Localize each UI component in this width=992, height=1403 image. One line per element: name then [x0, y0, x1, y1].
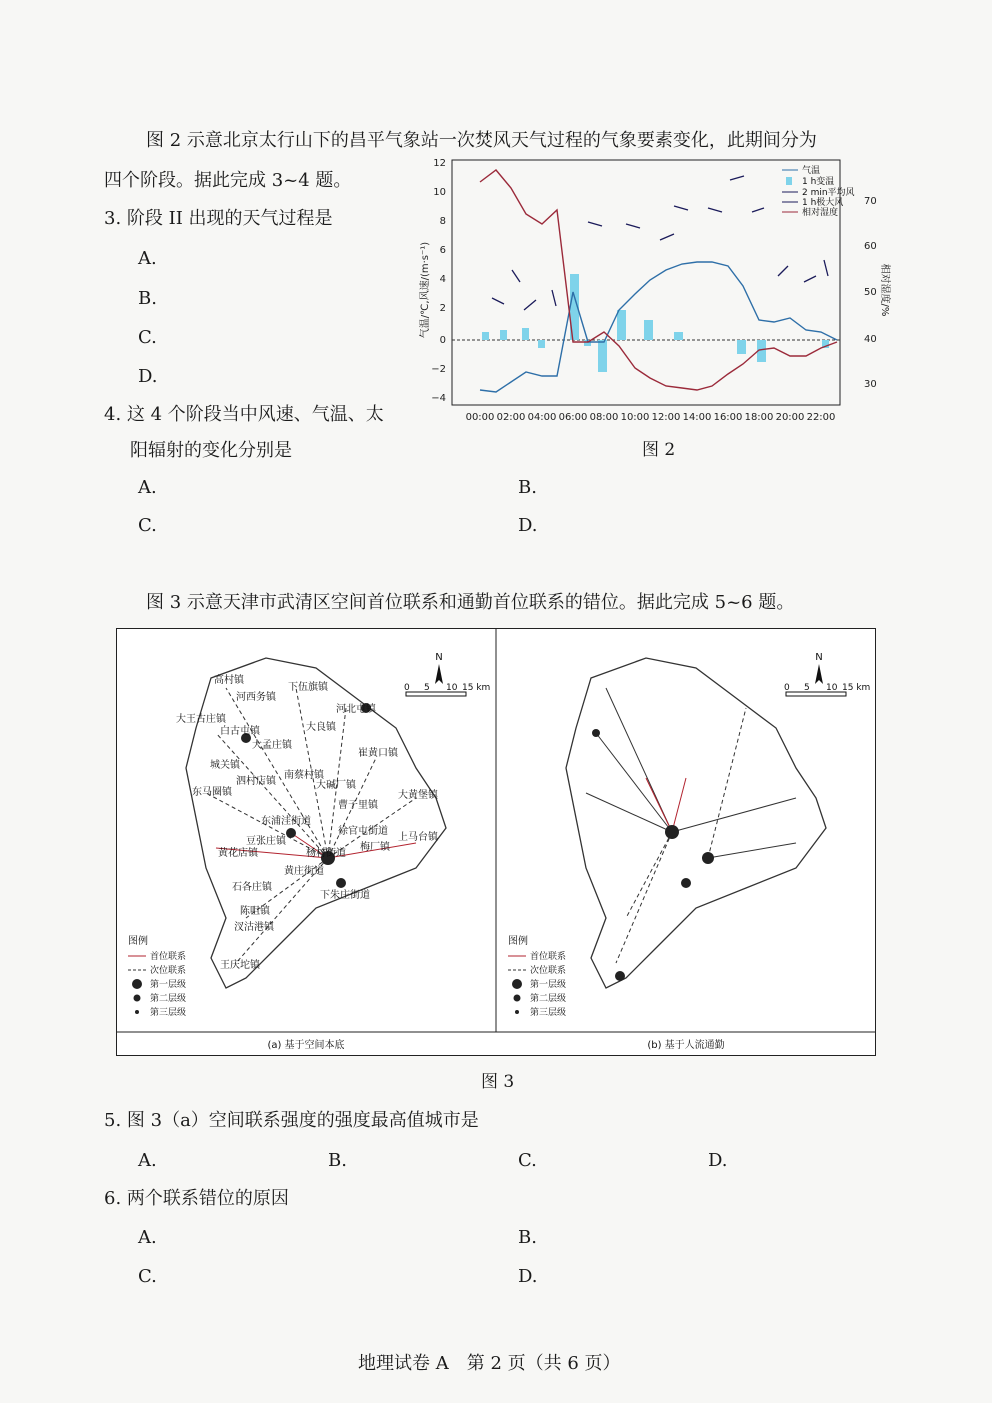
- legend-level2: 第二层级: [530, 994, 567, 1004]
- y-tick-m2: −2: [431, 364, 446, 375]
- rh-tick-50: 50: [864, 287, 877, 298]
- q5-option-b[interactable]: B.: [328, 1150, 347, 1171]
- wind-arrow: [524, 300, 536, 310]
- q3-option-c[interactable]: C.: [138, 327, 157, 348]
- legend-swatch-level3: [135, 1010, 139, 1014]
- legend-level1: 第一层级: [150, 980, 187, 990]
- rh-tick-30: 30: [864, 379, 877, 390]
- legend-level2: 第二层级: [150, 994, 187, 1004]
- town-label: 泗村店镇: [236, 776, 276, 787]
- wind-arrow: [660, 234, 674, 240]
- x-tick: 16:00: [713, 412, 743, 423]
- town-label: 下伍旗镇: [288, 682, 328, 693]
- town-label: 大王古庄镇: [176, 714, 226, 725]
- x-tick: 04:00: [527, 412, 557, 423]
- q6-option-b[interactable]: B.: [518, 1227, 537, 1248]
- wind-arrow: [492, 298, 504, 304]
- x-axis-ticks: [466, 412, 836, 423]
- x-tick: 08:00: [589, 412, 619, 423]
- scale-15: 15 km: [462, 683, 491, 693]
- town-label: 豆张庄镇: [246, 836, 286, 847]
- scale-5: 5: [424, 683, 430, 693]
- q6-option-c[interactable]: C.: [138, 1266, 157, 1287]
- town-label: 杨村街道: [306, 848, 346, 859]
- intro-fig2-line1: 图 2 示意北京太行山下的昌平气象站一次焚风天气过程的气象要素变化，此期间分为: [146, 130, 817, 151]
- figure-2-caption: 图 2: [642, 440, 676, 460]
- q4-option-d[interactable]: D.: [518, 515, 538, 536]
- town-label: 陈咀镇: [240, 906, 270, 917]
- y-left-label: 气温/℃,风速/(m·s⁻¹): [420, 241, 431, 339]
- town-label: 王庆坨镇: [220, 960, 260, 971]
- town-label: 白古屯镇: [220, 726, 260, 737]
- legend-title: 图例: [128, 936, 148, 947]
- legend-temp: 气温: [802, 166, 821, 176]
- fig2-legend: [782, 164, 855, 218]
- y-tick-m4: −4: [431, 393, 446, 404]
- town-label: 黄庄街道: [284, 866, 324, 877]
- question-4-stem-line1: 4. 这 4 个阶段当中风速、气温、太: [104, 404, 384, 425]
- change-bar: [617, 310, 626, 340]
- change-bar: [500, 330, 507, 340]
- y-tick-10: 10: [433, 187, 446, 198]
- figure-2-weather-chart: [412, 150, 890, 430]
- y-tick-12: 12: [433, 158, 446, 169]
- plot-frame: [452, 160, 840, 405]
- town-node-level2: [592, 729, 600, 737]
- x-tick: 02:00: [496, 412, 526, 423]
- town-label: 石各庄镇: [232, 882, 272, 893]
- town-node-level2: [336, 878, 346, 888]
- town-label: 曹子里镇: [338, 800, 378, 811]
- town-label: 河北屯镇: [336, 704, 376, 715]
- wind-arrow: [778, 266, 788, 276]
- town-label: 高村镇: [214, 675, 244, 686]
- question-4-stem-line2: 阳辐射的变化分别是: [130, 440, 292, 461]
- legend-wind-avg: 2 min平均风: [802, 188, 855, 198]
- wind-arrow: [512, 270, 520, 282]
- legend-level1: 第一层级: [530, 980, 567, 990]
- town-label: 徐官屯街道: [338, 826, 388, 837]
- change-bar: [674, 332, 683, 340]
- north-label: N: [435, 652, 443, 663]
- y-right-label: 相对湿度/%: [879, 263, 890, 317]
- x-tick: 10:00: [620, 412, 650, 423]
- town-label: 东浦洼街道: [261, 816, 311, 827]
- y-tick-6: 6: [439, 245, 446, 256]
- legend-swatch-level2: [134, 995, 141, 1002]
- town-label: 东马圈镇: [192, 787, 232, 798]
- wind-arrow: [708, 208, 722, 212]
- temperature-line: [480, 262, 837, 392]
- scale-15: 15 km: [842, 683, 871, 693]
- q4-option-c[interactable]: C.: [138, 515, 157, 536]
- left-axis-ticks: [431, 158, 446, 404]
- intro-fig3: 图 3 示意天津市武清区空间首位联系和通勤首位联系的错位。据此完成 5~6 题。: [146, 592, 795, 613]
- y-tick-4: 4: [439, 274, 446, 285]
- town-label: 大碱厂镇: [316, 780, 356, 791]
- wind-arrow: [752, 208, 764, 212]
- q5-option-d[interactable]: D.: [708, 1150, 728, 1171]
- legend-level3: 第三层级: [530, 1008, 567, 1018]
- town-label: 河西务镇: [236, 692, 276, 703]
- q6-option-d[interactable]: D.: [518, 1266, 538, 1287]
- legend-secondary: 次位联系: [530, 966, 567, 976]
- q4-option-b[interactable]: B.: [518, 477, 537, 498]
- change-bar: [737, 340, 746, 354]
- q6-option-a[interactable]: A.: [138, 1227, 157, 1248]
- q5-option-c[interactable]: C.: [518, 1150, 537, 1171]
- change-bar: [644, 320, 653, 340]
- question-3-stem: 3. 阶段 II 出现的天气过程是: [104, 208, 333, 229]
- town-label: 汊沽港镇: [234, 922, 274, 933]
- legend-swatch-change: [786, 177, 792, 185]
- wind-arrow: [552, 290, 556, 306]
- y-tick-0: 0: [439, 335, 446, 346]
- town-label: 大孟庄镇: [252, 740, 292, 751]
- panel-b-caption: (b) 基于人流通勤: [647, 1040, 725, 1051]
- wind-arrows: [492, 176, 828, 310]
- scale-10: 10: [446, 683, 458, 693]
- town-label: 大黄堡镇: [398, 790, 438, 801]
- x-tick: 00:00: [465, 412, 495, 423]
- wind-arrow: [804, 276, 816, 282]
- panel-a-caption: (a) 基于空间本底: [267, 1040, 345, 1051]
- y-tick-2: 2: [439, 303, 446, 314]
- legend-title: 图例: [508, 936, 528, 947]
- right-axis-ticks: [864, 196, 877, 390]
- legend-swatch-level1: [512, 979, 522, 989]
- town-label: 大良镇: [306, 722, 336, 733]
- page-footer: 地理试卷 A 第 2 页（共 6 页）: [358, 1353, 621, 1374]
- legend-level3: 第三层级: [150, 1008, 187, 1018]
- x-tick: 12:00: [651, 412, 681, 423]
- wind-arrow: [674, 206, 688, 210]
- town-node-level2: [681, 878, 691, 888]
- q3-option-d[interactable]: D.: [138, 366, 158, 387]
- legend-secondary: 次位联系: [150, 966, 187, 976]
- town-node-level2: [615, 971, 625, 981]
- town-label: 下朱庄街道: [320, 890, 370, 901]
- change-bar: [522, 328, 529, 340]
- town-label: 梅厂镇: [360, 842, 390, 853]
- town-node-level2: [286, 828, 296, 838]
- scale-10: 10: [826, 683, 838, 693]
- rh-tick-60: 60: [864, 241, 877, 252]
- rh-tick-70: 70: [864, 196, 877, 207]
- scale-5: 5: [804, 683, 810, 693]
- legend-swatch-level2: [514, 995, 521, 1002]
- town-label: 黄花店镇: [218, 848, 258, 859]
- town-label: 南蔡村镇: [284, 770, 324, 781]
- town-label: 崔黄口镇: [358, 748, 398, 759]
- town-label: 上马台镇: [398, 832, 438, 843]
- legend-wind-gust: 1 h极大风: [802, 198, 844, 208]
- legend-primary: 首位联系: [150, 952, 187, 962]
- x-tick: 14:00: [682, 412, 712, 423]
- q5-option-a[interactable]: A.: [138, 1150, 157, 1171]
- intro-fig2-line2: 四个阶段。据此完成 3~4 题。: [104, 170, 352, 191]
- town-node-level2: [702, 852, 714, 864]
- legend-humidity: 相对湿度: [802, 208, 839, 218]
- humidity-line: [480, 170, 837, 390]
- town-node-level1: [665, 825, 679, 839]
- figure-3-wuqing-maps: [116, 628, 876, 1056]
- change-bar: [598, 340, 607, 372]
- question-5-stem: 5. 图 3（a）空间联系强度的强度最高值城市是: [104, 1110, 479, 1131]
- wind-arrow: [824, 260, 828, 276]
- x-tick: 18:00: [744, 412, 774, 423]
- change-bar: [538, 340, 545, 348]
- q3-option-b[interactable]: B.: [138, 288, 157, 309]
- x-tick: 20:00: [775, 412, 805, 423]
- change-bars: [482, 274, 829, 372]
- question-6-stem: 6. 两个联系错位的原因: [104, 1188, 289, 1209]
- figure-3-caption: 图 3: [481, 1072, 515, 1092]
- legend-swatch-level1: [132, 979, 142, 989]
- wind-arrow: [626, 224, 640, 228]
- wind-arrow: [588, 222, 602, 226]
- scale-0: 0: [784, 683, 790, 693]
- rh-tick-40: 40: [864, 334, 877, 345]
- q4-option-a[interactable]: A.: [138, 477, 157, 498]
- wind-arrow: [730, 176, 744, 180]
- legend-swatch-level3: [515, 1010, 519, 1014]
- scale-0: 0: [404, 683, 410, 693]
- legend-change: 1 h变温: [802, 177, 835, 187]
- change-bar: [482, 332, 489, 340]
- y-tick-8: 8: [439, 216, 446, 227]
- x-tick: 22:00: [806, 412, 836, 423]
- north-label: N: [815, 652, 823, 663]
- town-label: 城关镇: [210, 760, 240, 771]
- q3-option-a[interactable]: A.: [138, 248, 157, 269]
- x-tick: 06:00: [558, 412, 588, 423]
- legend-primary: 首位联系: [530, 952, 567, 962]
